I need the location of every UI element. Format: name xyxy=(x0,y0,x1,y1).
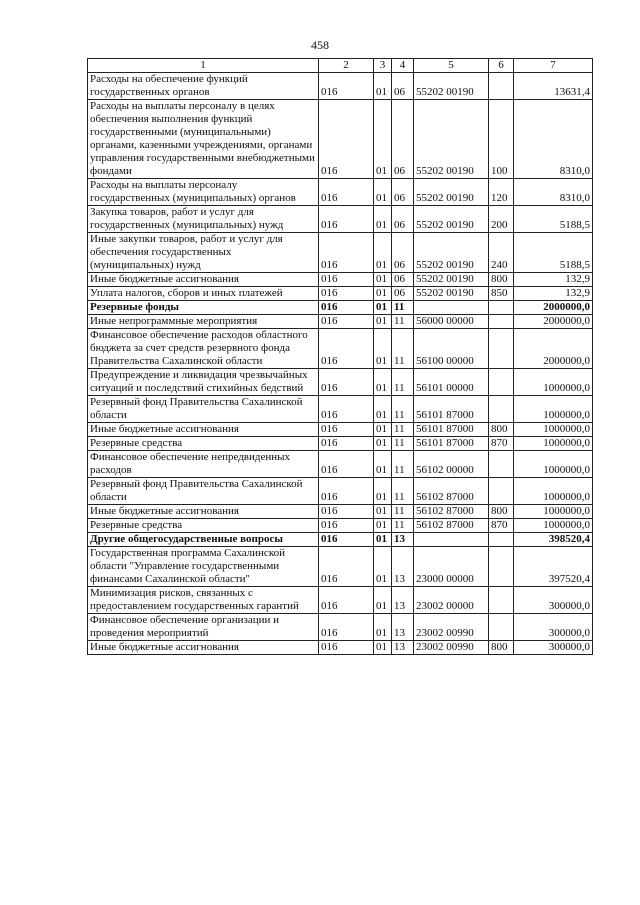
row-amount: 397520,4 xyxy=(514,547,593,587)
row-code-expense-type xyxy=(489,73,514,100)
table-row xyxy=(88,641,593,655)
row-code-subsection: 11 xyxy=(392,329,414,369)
row-code-subsection: 06 xyxy=(392,233,414,273)
row-name: Финансовое обеспечение непредвиденных расходов xyxy=(88,451,319,478)
row-code-subsection: 11 xyxy=(392,396,414,423)
row-name: Резервные средства xyxy=(88,437,319,451)
table-row xyxy=(88,505,593,519)
row-code-section: 01 xyxy=(374,329,392,369)
row-code-ministry: 016 xyxy=(319,587,374,614)
table-row xyxy=(88,73,593,100)
row-code-target: 56000 00000 xyxy=(414,315,489,329)
table-row xyxy=(88,587,593,614)
row-amount: 398520,4 xyxy=(514,533,593,547)
row-amount: 1000000,0 xyxy=(514,423,593,437)
row-code-ministry: 016 xyxy=(319,206,374,233)
table-row xyxy=(88,206,593,233)
row-code-section: 01 xyxy=(374,287,392,301)
row-code-target: 55202 00190 xyxy=(414,73,489,100)
row-code-expense-type: 870 xyxy=(489,519,514,533)
row-code-subsection: 06 xyxy=(392,206,414,233)
row-name: Расходы на обеспечение функций государственных органов xyxy=(88,73,319,100)
row-code-ministry: 016 xyxy=(319,505,374,519)
row-code-subsection: 13 xyxy=(392,614,414,641)
row-code-ministry: 016 xyxy=(319,73,374,100)
row-code-target: 56102 87000 xyxy=(414,519,489,533)
row-code-section: 01 xyxy=(374,233,392,273)
row-code-section: 01 xyxy=(374,519,392,533)
row-name: Иные закупки товаров, работ и услуг для обеспечения государственных (муниципальных) нужд xyxy=(88,233,319,273)
table-row xyxy=(88,533,593,547)
table-row xyxy=(88,179,593,206)
row-code-ministry: 016 xyxy=(319,437,374,451)
row-code-expense-type xyxy=(489,478,514,505)
row-code-subsection: 06 xyxy=(392,179,414,206)
row-code-subsection: 11 xyxy=(392,451,414,478)
table-row xyxy=(88,100,593,179)
row-code-target: 55202 00190 xyxy=(414,273,489,287)
row-name: Закупка товаров, работ и услуг для государственных (муниципальных) нужд xyxy=(88,206,319,233)
row-code-target: 23002 00000 xyxy=(414,587,489,614)
row-amount: 5188,5 xyxy=(514,206,593,233)
row-code-ministry: 016 xyxy=(319,315,374,329)
header-col-1: 1 xyxy=(88,59,319,73)
row-name: Резервный фонд Правительства Сахалинской области xyxy=(88,396,319,423)
row-code-expense-type xyxy=(489,369,514,396)
row-code-target: 56102 87000 xyxy=(414,478,489,505)
row-amount: 1000000,0 xyxy=(514,505,593,519)
table-header-row xyxy=(88,59,593,73)
row-code-subsection: 11 xyxy=(392,301,414,315)
row-amount: 300000,0 xyxy=(514,641,593,655)
table-row xyxy=(88,547,593,587)
table-row xyxy=(88,315,593,329)
row-code-target xyxy=(414,533,489,547)
row-code-section: 01 xyxy=(374,301,392,315)
row-code-ministry: 016 xyxy=(319,641,374,655)
row-code-subsection: 13 xyxy=(392,587,414,614)
row-code-expense-type: 800 xyxy=(489,641,514,655)
row-code-ministry: 016 xyxy=(319,287,374,301)
row-code-ministry: 016 xyxy=(319,614,374,641)
row-code-ministry: 016 xyxy=(319,369,374,396)
row-code-target: 55202 00190 xyxy=(414,179,489,206)
row-amount: 132,9 xyxy=(514,287,593,301)
row-name: Предупреждение и ликвидация чрезвычайных ситуаций и последствий стихийных бедствий xyxy=(88,369,319,396)
row-name: Государственная программа Сахалинской области "Управление государственными финансами Сахалинской области" xyxy=(88,547,319,587)
table-row xyxy=(88,273,593,287)
row-code-subsection: 13 xyxy=(392,533,414,547)
row-name: Расходы на выплаты персоналу государственных (муниципальных) органов xyxy=(88,179,319,206)
table-row xyxy=(88,369,593,396)
row-amount: 1000000,0 xyxy=(514,478,593,505)
row-name: Уплата налогов, сборов и иных платежей xyxy=(88,287,319,301)
row-code-target xyxy=(414,301,489,315)
row-code-expense-type: 200 xyxy=(489,206,514,233)
table-row xyxy=(88,478,593,505)
row-code-subsection: 06 xyxy=(392,287,414,301)
row-name: Резервный фонд Правительства Сахалинской области xyxy=(88,478,319,505)
header-col-2: 2 xyxy=(319,59,374,73)
row-code-ministry: 016 xyxy=(319,179,374,206)
table-row xyxy=(88,614,593,641)
table-row xyxy=(88,519,593,533)
header-col-6: 6 xyxy=(489,59,514,73)
table-row xyxy=(88,437,593,451)
row-amount: 1000000,0 xyxy=(514,437,593,451)
row-code-ministry: 016 xyxy=(319,451,374,478)
row-code-subsection: 11 xyxy=(392,519,414,533)
row-code-expense-type: 800 xyxy=(489,505,514,519)
row-code-target: 56102 00000 xyxy=(414,451,489,478)
row-code-ministry: 016 xyxy=(319,301,374,315)
row-code-expense-type xyxy=(489,329,514,369)
row-amount: 1000000,0 xyxy=(514,369,593,396)
row-code-section: 01 xyxy=(374,533,392,547)
row-code-expense-type: 120 xyxy=(489,179,514,206)
row-code-section: 01 xyxy=(374,614,392,641)
row-code-ministry: 016 xyxy=(319,100,374,179)
row-code-expense-type xyxy=(489,396,514,423)
row-code-expense-type xyxy=(489,587,514,614)
row-code-target: 55202 00190 xyxy=(414,100,489,179)
header-col-7: 7 xyxy=(514,59,593,73)
row-name: Расходы на выплаты персоналу в целях обеспечения выполнения функций государственными (муниципальными) органами, казенными учреждениями, органами управления государственными внебюджетными фондами xyxy=(88,100,319,179)
row-code-section: 01 xyxy=(374,396,392,423)
row-amount: 5188,5 xyxy=(514,233,593,273)
row-code-expense-type xyxy=(489,451,514,478)
row-code-expense-type xyxy=(489,301,514,315)
row-code-target: 23002 00990 xyxy=(414,641,489,655)
row-code-subsection: 11 xyxy=(392,505,414,519)
row-amount: 2000000,0 xyxy=(514,329,593,369)
row-code-expense-type xyxy=(489,315,514,329)
row-code-ministry: 016 xyxy=(319,547,374,587)
row-code-section: 01 xyxy=(374,451,392,478)
table-row xyxy=(88,451,593,478)
row-name: Резервные фонды xyxy=(88,301,319,315)
row-code-subsection: 11 xyxy=(392,423,414,437)
row-code-subsection: 13 xyxy=(392,641,414,655)
row-code-section: 01 xyxy=(374,100,392,179)
row-code-subsection: 06 xyxy=(392,73,414,100)
row-code-section: 01 xyxy=(374,315,392,329)
row-name: Иные непрограммные мероприятия xyxy=(88,315,319,329)
row-code-target: 23000 00000 xyxy=(414,547,489,587)
row-code-target: 55202 00190 xyxy=(414,206,489,233)
row-code-subsection: 11 xyxy=(392,369,414,396)
row-code-expense-type xyxy=(489,533,514,547)
row-amount: 1000000,0 xyxy=(514,451,593,478)
row-code-target: 56101 00000 xyxy=(414,369,489,396)
row-code-section: 01 xyxy=(374,73,392,100)
row-name: Финансовое обеспечение расходов областного бюджета за счет средств резервного фонда Правительства Сахалинской области xyxy=(88,329,319,369)
row-code-target: 56102 87000 xyxy=(414,505,489,519)
table-row xyxy=(88,287,593,301)
row-code-subsection: 13 xyxy=(392,547,414,587)
row-code-target: 23002 00990 xyxy=(414,614,489,641)
row-code-target: 56101 87000 xyxy=(414,423,489,437)
row-code-section: 01 xyxy=(374,437,392,451)
row-code-subsection: 11 xyxy=(392,315,414,329)
row-name: Другие общегосударственные вопросы xyxy=(88,533,319,547)
row-amount: 2000000,0 xyxy=(514,301,593,315)
row-name: Иные бюджетные ассигнования xyxy=(88,273,319,287)
row-code-target: 55202 00190 xyxy=(414,287,489,301)
row-code-expense-type: 870 xyxy=(489,437,514,451)
row-code-target: 55202 00190 xyxy=(414,233,489,273)
row-code-section: 01 xyxy=(374,547,392,587)
row-amount: 132,9 xyxy=(514,273,593,287)
row-name: Иные бюджетные ассигнования xyxy=(88,641,319,655)
row-code-ministry: 016 xyxy=(319,273,374,287)
table-row xyxy=(88,329,593,369)
row-code-ministry: 016 xyxy=(319,329,374,369)
row-name: Иные бюджетные ассигнования xyxy=(88,423,319,437)
row-name: Иные бюджетные ассигнования xyxy=(88,505,319,519)
row-name: Финансовое обеспечение организации и проведения мероприятий xyxy=(88,614,319,641)
table-row xyxy=(88,396,593,423)
row-code-ministry: 016 xyxy=(319,533,374,547)
row-code-ministry: 016 xyxy=(319,423,374,437)
row-amount: 1000000,0 xyxy=(514,519,593,533)
row-code-ministry: 016 xyxy=(319,478,374,505)
header-col-4: 4 xyxy=(392,59,414,73)
row-code-subsection: 11 xyxy=(392,437,414,451)
page-number: 458 xyxy=(311,38,329,52)
row-code-section: 01 xyxy=(374,273,392,287)
row-amount: 300000,0 xyxy=(514,587,593,614)
row-code-section: 01 xyxy=(374,641,392,655)
row-code-expense-type: 240 xyxy=(489,233,514,273)
row-code-ministry: 016 xyxy=(319,519,374,533)
row-code-ministry: 016 xyxy=(319,233,374,273)
row-amount: 8310,0 xyxy=(514,100,593,179)
row-amount: 300000,0 xyxy=(514,614,593,641)
row-code-section: 01 xyxy=(374,478,392,505)
row-code-target: 56101 87000 xyxy=(414,437,489,451)
row-code-expense-type: 800 xyxy=(489,273,514,287)
row-code-subsection: 06 xyxy=(392,273,414,287)
table-row xyxy=(88,233,593,273)
row-code-section: 01 xyxy=(374,587,392,614)
row-code-subsection: 06 xyxy=(392,100,414,179)
row-code-ministry: 016 xyxy=(319,396,374,423)
row-code-section: 01 xyxy=(374,505,392,519)
table-row xyxy=(88,301,593,315)
row-amount: 1000000,0 xyxy=(514,396,593,423)
header-col-5: 5 xyxy=(414,59,489,73)
row-code-expense-type: 850 xyxy=(489,287,514,301)
row-name: Минимизация рисков, связанных с предоставлением государственных гарантий xyxy=(88,587,319,614)
row-code-expense-type: 800 xyxy=(489,423,514,437)
row-code-target: 56100 00000 xyxy=(414,329,489,369)
table-row xyxy=(88,423,593,437)
row-code-expense-type xyxy=(489,614,514,641)
row-amount: 8310,0 xyxy=(514,179,593,206)
row-code-subsection: 11 xyxy=(392,478,414,505)
row-code-section: 01 xyxy=(374,206,392,233)
row-amount: 13631,4 xyxy=(514,73,593,100)
row-code-section: 01 xyxy=(374,369,392,396)
header-col-3: 3 xyxy=(374,59,392,73)
row-code-expense-type xyxy=(489,547,514,587)
row-code-target: 56101 87000 xyxy=(414,396,489,423)
row-name: Резервные средства xyxy=(88,519,319,533)
row-code-expense-type: 100 xyxy=(489,100,514,179)
row-code-section: 01 xyxy=(374,179,392,206)
row-code-section: 01 xyxy=(374,423,392,437)
budget-table xyxy=(87,58,593,655)
row-amount: 2000000,0 xyxy=(514,315,593,329)
